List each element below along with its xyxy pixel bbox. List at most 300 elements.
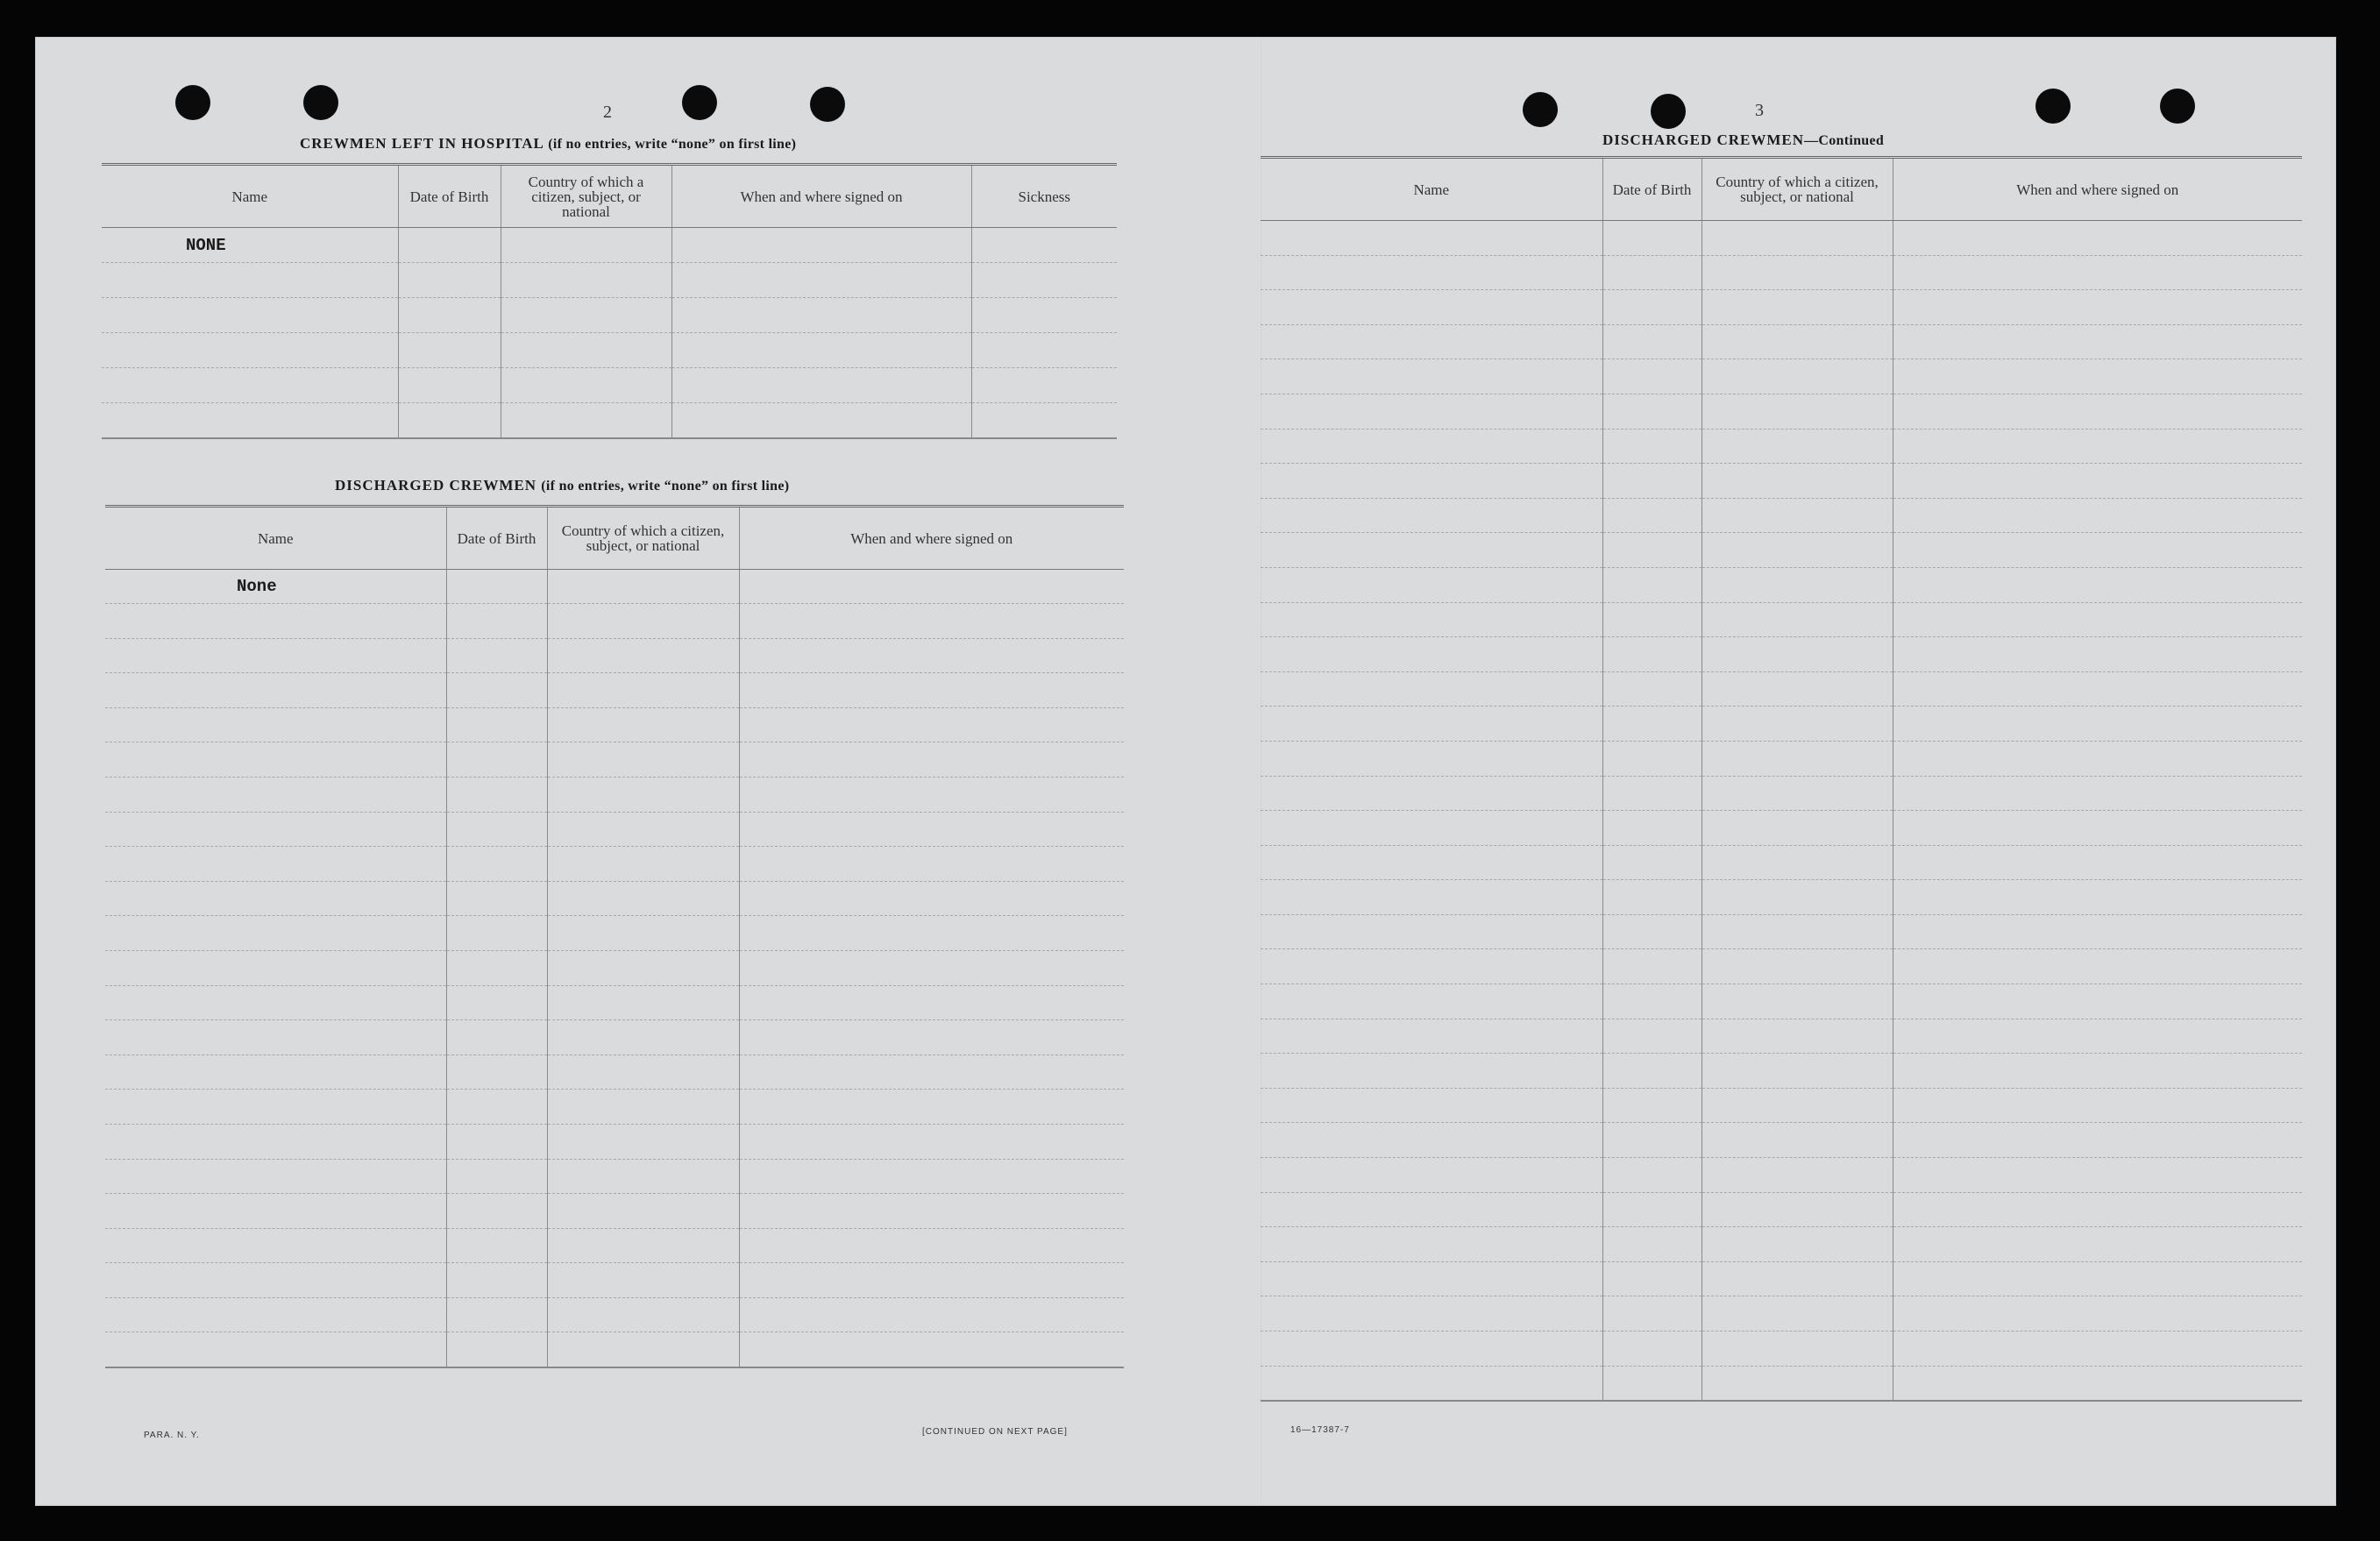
signed-on-cell[interactable] [739, 1263, 1124, 1298]
punch-hole [2035, 89, 2071, 124]
signed-on-cell[interactable] [739, 1194, 1124, 1229]
signed-on-cell[interactable] [1893, 741, 2302, 776]
country-cell[interactable] [1702, 290, 1893, 325]
signed-on-cell[interactable] [1893, 1227, 2302, 1262]
signed-on-cell[interactable] [1893, 255, 2302, 290]
header-sickness: Sickness [971, 165, 1117, 228]
dob-cell[interactable] [398, 333, 501, 368]
signed-on-cell[interactable] [739, 916, 1124, 951]
printer-mark: PARA. N. Y. [144, 1431, 200, 1440]
country-cell[interactable] [1702, 880, 1893, 915]
dob-cell[interactable] [1602, 880, 1702, 915]
country-cell[interactable] [547, 1263, 739, 1298]
country-cell[interactable] [547, 847, 739, 882]
country-cell[interactable] [1702, 1366, 1893, 1401]
table-row [102, 333, 1117, 368]
name-cell[interactable] [1261, 949, 1602, 984]
name-cell[interactable] [1261, 464, 1602, 499]
signed-on-cell[interactable] [739, 742, 1124, 778]
signed-on-cell[interactable] [739, 1055, 1124, 1090]
dob-cell[interactable] [446, 673, 547, 708]
country-cell[interactable] [1702, 429, 1893, 464]
dob-cell[interactable] [446, 916, 547, 951]
name-cell[interactable] [105, 985, 446, 1020]
country-cell[interactable] [547, 1194, 739, 1229]
country-cell[interactable] [501, 333, 671, 368]
table-row [1261, 1054, 2302, 1089]
table-row [105, 1090, 1124, 1125]
country-cell[interactable] [1702, 1019, 1893, 1054]
dob-cell[interactable] [446, 1124, 547, 1159]
dob-cell[interactable] [1602, 637, 1702, 672]
name-cell[interactable] [1261, 880, 1602, 915]
signed-on-cell[interactable] [671, 333, 971, 368]
name-cell[interactable] [105, 1124, 446, 1159]
signed-on-cell[interactable] [1893, 464, 2302, 499]
name-cell[interactable] [1261, 1088, 1602, 1123]
signed-on-cell[interactable] [1893, 776, 2302, 811]
dob-cell[interactable] [1602, 811, 1702, 846]
dob-cell[interactable] [1602, 914, 1702, 949]
signed-on-cell[interactable] [671, 403, 971, 438]
name-cell[interactable] [105, 1332, 446, 1367]
dob-cell[interactable] [446, 1297, 547, 1332]
dob-cell[interactable] [1602, 707, 1702, 742]
name-cell[interactable] [105, 1159, 446, 1194]
dob-cell[interactable] [1602, 1366, 1702, 1401]
name-cell[interactable] [1261, 1332, 1602, 1367]
signed-on-cell[interactable] [671, 263, 971, 298]
name-cell[interactable] [1261, 602, 1602, 637]
country-cell[interactable] [501, 368, 671, 403]
dob-cell[interactable] [446, 707, 547, 742]
signed-on-cell[interactable] [739, 707, 1124, 742]
dob-cell[interactable] [446, 1263, 547, 1298]
dob-cell[interactable] [398, 298, 501, 333]
signed-on-cell[interactable] [739, 1020, 1124, 1055]
signed-on-cell[interactable] [739, 1090, 1124, 1125]
signed-on-cell[interactable] [1893, 221, 2302, 256]
dob-cell[interactable] [1602, 741, 1702, 776]
signed-on-cell[interactable] [1893, 1088, 2302, 1123]
signed-on-cell[interactable] [1893, 602, 2302, 637]
signed-on-cell[interactable] [739, 673, 1124, 708]
signed-on-cell[interactable] [1893, 1158, 2302, 1193]
dob-cell[interactable] [1602, 602, 1702, 637]
dob-cell[interactable] [398, 368, 501, 403]
table-row [105, 673, 1124, 708]
table-row [1261, 324, 2302, 359]
table-row [1261, 394, 2302, 429]
name-cell[interactable] [102, 263, 398, 298]
table-row [1261, 845, 2302, 880]
dob-cell[interactable] [1602, 1019, 1702, 1054]
country-cell[interactable] [1702, 1123, 1893, 1158]
dob-cell[interactable] [446, 1159, 547, 1194]
signed-on-cell[interactable] [671, 228, 971, 263]
name-cell[interactable] [1261, 1227, 1602, 1262]
country-cell[interactable] [1702, 464, 1893, 499]
table-row [102, 298, 1117, 333]
name-cell[interactable] [1261, 1261, 1602, 1296]
country-cell[interactable] [547, 1055, 739, 1090]
name-cell[interactable] [1261, 811, 1602, 846]
dob-cell[interactable] [1602, 1296, 1702, 1332]
name-cell[interactable] [105, 1263, 446, 1298]
form-number: 16—17387-7 [1290, 1425, 1350, 1435]
name-cell[interactable] [105, 1194, 446, 1229]
country-cell[interactable] [547, 812, 739, 847]
country-cell[interactable] [1702, 1296, 1893, 1332]
country-cell[interactable] [547, 673, 739, 708]
name-cell[interactable] [105, 742, 446, 778]
signed-on-cell[interactable] [1893, 1261, 2302, 1296]
dob-cell[interactable] [446, 570, 547, 604]
country-cell[interactable] [1702, 1088, 1893, 1123]
header-country: Country of which a citizen, subject, or national [501, 165, 671, 228]
signed-on-cell[interactable] [1893, 394, 2302, 429]
signed-on-cell[interactable] [1893, 1192, 2302, 1227]
country-cell[interactable] [547, 1124, 739, 1159]
signed-on-cell[interactable] [1893, 845, 2302, 880]
country-cell[interactable] [547, 638, 739, 673]
name-cell[interactable] [1261, 255, 1602, 290]
name-cell[interactable] [1261, 914, 1602, 949]
discharged-continued-title: DISCHARGED CREWMEN—Continued [1602, 131, 1885, 148]
signed-on-cell[interactable] [1893, 1296, 2302, 1332]
country-cell[interactable] [1702, 811, 1893, 846]
signed-on-cell[interactable] [1893, 707, 2302, 742]
country-cell[interactable] [547, 777, 739, 812]
name-cell[interactable] [105, 1297, 446, 1332]
country-cell[interactable] [1702, 1158, 1893, 1193]
country-cell[interactable] [547, 1090, 739, 1125]
dob-cell[interactable] [446, 812, 547, 847]
signed-on-cell[interactable] [739, 1159, 1124, 1194]
dob-cell[interactable] [446, 847, 547, 882]
country-cell[interactable] [547, 742, 739, 778]
dob-cell[interactable] [1602, 1261, 1702, 1296]
country-cell[interactable] [1702, 637, 1893, 672]
dob-cell[interactable] [398, 228, 501, 263]
table-row [105, 1159, 1124, 1194]
signed-on-cell[interactable] [1893, 880, 2302, 915]
signed-on-cell[interactable] [739, 950, 1124, 985]
dob-cell[interactable] [446, 1055, 547, 1090]
country-cell[interactable] [1702, 567, 1893, 602]
signed-on-cell[interactable] [739, 1124, 1124, 1159]
signed-on-cell[interactable] [1893, 949, 2302, 984]
dob-cell[interactable] [1602, 949, 1702, 984]
table-row [105, 1263, 1124, 1298]
dob-cell[interactable] [1602, 776, 1702, 811]
country-cell[interactable] [1702, 1332, 1893, 1367]
dob-cell[interactable] [1602, 845, 1702, 880]
table-row [105, 881, 1124, 916]
name-cell[interactable] [105, 916, 446, 951]
name-cell[interactable] [1261, 290, 1602, 325]
country-cell[interactable] [1702, 949, 1893, 984]
dob-cell[interactable] [1602, 1332, 1702, 1367]
name-cell[interactable] [1261, 1158, 1602, 1193]
name-cell[interactable] [1261, 741, 1602, 776]
dob-cell[interactable] [446, 1194, 547, 1229]
signed-on-cell[interactable] [1893, 671, 2302, 707]
sickness-cell[interactable] [971, 368, 1117, 403]
header-country: Country of which a citizen, subject, or national [547, 507, 739, 570]
dob-cell[interactable] [398, 263, 501, 298]
name-cell[interactable] [1261, 984, 1602, 1019]
name-cell[interactable] [1261, 671, 1602, 707]
name-cell[interactable] [105, 673, 446, 708]
signed-on-cell[interactable] [671, 368, 971, 403]
sickness-cell[interactable] [971, 263, 1117, 298]
name-cell[interactable] [105, 1055, 446, 1090]
dob-cell[interactable] [446, 1332, 547, 1367]
dob-cell[interactable] [1602, 1158, 1702, 1193]
country-cell[interactable] [1702, 707, 1893, 742]
signed-on-cell[interactable] [739, 1332, 1124, 1367]
signed-on-cell[interactable] [739, 777, 1124, 812]
discharged-continued-table [1261, 156, 2302, 1402]
dob-cell[interactable] [1602, 324, 1702, 359]
name-cell[interactable] [1261, 707, 1602, 742]
country-cell[interactable] [501, 263, 671, 298]
dob-cell[interactable] [1602, 1192, 1702, 1227]
name-cell[interactable] [1261, 1366, 1602, 1401]
name-cell[interactable] [105, 881, 446, 916]
dob-cell[interactable] [446, 950, 547, 985]
sickness-cell[interactable] [971, 298, 1117, 333]
dob-cell[interactable] [1602, 255, 1702, 290]
country-cell[interactable] [547, 707, 739, 742]
signed-on-cell[interactable] [739, 570, 1124, 604]
country-cell[interactable] [501, 403, 671, 438]
country-cell[interactable] [547, 604, 739, 639]
signed-on-cell[interactable] [1893, 1123, 2302, 1158]
signed-on-cell[interactable] [739, 604, 1124, 639]
name-cell[interactable] [105, 777, 446, 812]
country-cell[interactable] [547, 1159, 739, 1194]
name-cell[interactable] [1261, 776, 1602, 811]
signed-on-cell[interactable] [671, 298, 971, 333]
name-cell[interactable] [105, 847, 446, 882]
country-cell[interactable] [547, 1228, 739, 1263]
table-row [1261, 1019, 2302, 1054]
dob-cell[interactable] [1602, 221, 1702, 256]
country-cell[interactable] [1702, 776, 1893, 811]
signed-on-cell[interactable] [1893, 324, 2302, 359]
dob-cell[interactable] [1602, 671, 1702, 707]
dob-cell[interactable] [446, 985, 547, 1020]
table-row [105, 916, 1124, 951]
name-cell[interactable] [105, 1228, 446, 1263]
dob-cell[interactable] [1602, 498, 1702, 533]
signed-on-cell[interactable] [1893, 914, 2302, 949]
country-cell[interactable] [1702, 1054, 1893, 1089]
dob-cell[interactable] [1602, 394, 1702, 429]
table-row [1261, 1158, 2302, 1193]
sickness-cell[interactable] [971, 403, 1117, 438]
name-cell[interactable] [1261, 533, 1602, 568]
country-cell[interactable] [1702, 1227, 1893, 1262]
country-cell[interactable] [1702, 671, 1893, 707]
country-cell[interactable] [547, 985, 739, 1020]
country-cell[interactable] [547, 1020, 739, 1055]
country-cell[interactable] [547, 1332, 739, 1367]
sickness-cell[interactable] [971, 333, 1117, 368]
dob-cell[interactable] [1602, 984, 1702, 1019]
signed-on-cell[interactable] [1893, 359, 2302, 394]
name-cell[interactable] [1261, 845, 1602, 880]
dob-cell[interactable] [446, 1020, 547, 1055]
signed-on-cell[interactable] [739, 847, 1124, 882]
name-cell[interactable] [105, 604, 446, 639]
country-cell[interactable] [547, 950, 739, 985]
country-cell[interactable] [1702, 914, 1893, 949]
name-cell[interactable] [1261, 1296, 1602, 1332]
signed-on-cell[interactable] [739, 1228, 1124, 1263]
name-cell[interactable] [105, 1020, 446, 1055]
sickness-cell[interactable] [971, 228, 1117, 263]
name-cell[interactable] [102, 298, 398, 333]
dob-cell[interactable] [446, 604, 547, 639]
country-cell[interactable] [1702, 602, 1893, 637]
dob-cell[interactable] [1602, 290, 1702, 325]
table-row [105, 707, 1124, 742]
signed-on-cell[interactable] [1893, 1019, 2302, 1054]
dob-cell[interactable] [1602, 533, 1702, 568]
dob-cell[interactable] [1602, 1054, 1702, 1089]
name-cell[interactable] [1261, 221, 1602, 256]
country-cell[interactable] [1702, 359, 1893, 394]
country-cell[interactable] [501, 228, 671, 263]
country-cell[interactable] [501, 298, 671, 333]
name-cell[interactable] [1261, 498, 1602, 533]
signed-on-cell[interactable] [1893, 1332, 2302, 1367]
signed-on-cell[interactable] [1893, 533, 2302, 568]
signed-on-cell[interactable] [1893, 290, 2302, 325]
dob-cell[interactable] [1602, 567, 1702, 602]
signed-on-cell[interactable] [1893, 429, 2302, 464]
dob-cell[interactable] [446, 742, 547, 778]
table-row [105, 1228, 1124, 1263]
country-cell[interactable] [1702, 255, 1893, 290]
name-cell[interactable] [105, 570, 446, 604]
dob-cell[interactable] [1602, 359, 1702, 394]
table-row [1261, 741, 2302, 776]
country-cell[interactable] [1702, 845, 1893, 880]
header-date-of-birth: Date of Birth [1602, 158, 1702, 221]
dob-cell[interactable] [1602, 464, 1702, 499]
table-row [1261, 1088, 2302, 1123]
header-name: Name [102, 165, 398, 228]
country-cell[interactable] [1702, 984, 1893, 1019]
signed-on-cell[interactable] [739, 881, 1124, 916]
signed-on-cell[interactable] [1893, 1054, 2302, 1089]
name-cell[interactable] [1261, 567, 1602, 602]
dob-cell[interactable] [1602, 1088, 1702, 1123]
dob-cell[interactable] [1602, 429, 1702, 464]
dob-cell[interactable] [446, 638, 547, 673]
form-sheet [35, 37, 2336, 1506]
name-cell[interactable] [1261, 324, 1602, 359]
country-cell[interactable] [547, 916, 739, 951]
dob-cell[interactable] [446, 881, 547, 916]
name-cell[interactable] [102, 368, 398, 403]
signed-on-cell[interactable] [739, 638, 1124, 673]
name-cell[interactable] [105, 950, 446, 985]
name-cell[interactable] [1261, 637, 1602, 672]
signed-on-cell[interactable] [1893, 498, 2302, 533]
country-cell[interactable] [1702, 324, 1893, 359]
country-cell[interactable] [1702, 533, 1893, 568]
name-cell[interactable] [1261, 429, 1602, 464]
country-cell[interactable] [1702, 1192, 1893, 1227]
name-cell[interactable] [102, 333, 398, 368]
country-cell[interactable] [547, 881, 739, 916]
country-cell[interactable] [1702, 1261, 1893, 1296]
header-date-of-birth: Date of Birth [398, 165, 501, 228]
name-cell[interactable] [102, 228, 398, 263]
dob-cell[interactable] [446, 777, 547, 812]
table-row [105, 1297, 1124, 1332]
name-cell[interactable] [1261, 394, 1602, 429]
name-cell[interactable] [105, 707, 446, 742]
country-cell[interactable] [547, 1297, 739, 1332]
name-cell[interactable] [1261, 1123, 1602, 1158]
table-row [105, 604, 1124, 639]
table-row [105, 985, 1124, 1020]
country-cell[interactable] [1702, 394, 1893, 429]
signed-on-cell[interactable] [739, 812, 1124, 847]
dob-cell[interactable] [1602, 1123, 1702, 1158]
name-cell[interactable] [105, 1090, 446, 1125]
signed-on-cell[interactable] [1893, 567, 2302, 602]
header-name: Name [105, 507, 446, 570]
hospital-section-title: CREWMEN LEFT IN HOSPITAL (if no entries, write “none” on first line) [300, 135, 797, 152]
signed-on-cell[interactable] [1893, 1366, 2302, 1401]
name-cell[interactable] [105, 638, 446, 673]
country-cell[interactable] [1702, 741, 1893, 776]
signed-on-cell[interactable] [1893, 637, 2302, 672]
country-cell[interactable] [547, 570, 739, 604]
name-cell[interactable] [1261, 1019, 1602, 1054]
dob-cell[interactable] [398, 403, 501, 438]
signed-on-cell[interactable] [1893, 984, 2302, 1019]
name-cell[interactable] [105, 812, 446, 847]
table-row [1261, 949, 2302, 984]
dob-cell[interactable] [446, 1228, 547, 1263]
country-cell[interactable] [1702, 221, 1893, 256]
signed-on-cell[interactable] [739, 1297, 1124, 1332]
table-row [105, 777, 1124, 812]
signed-on-cell[interactable] [739, 985, 1124, 1020]
name-cell[interactable] [1261, 1054, 1602, 1089]
country-cell[interactable] [1702, 498, 1893, 533]
header-date-of-birth: Date of Birth [446, 507, 547, 570]
dob-cell[interactable] [1602, 1227, 1702, 1262]
name-cell[interactable] [1261, 1192, 1602, 1227]
table-row [105, 1055, 1124, 1090]
name-cell[interactable] [1261, 359, 1602, 394]
header-signed-on: When and where signed on [1893, 158, 2302, 221]
dob-cell[interactable] [446, 1090, 547, 1125]
table-row [1261, 602, 2302, 637]
name-cell[interactable] [102, 403, 398, 438]
table-row [105, 950, 1124, 985]
signed-on-cell[interactable] [1893, 811, 2302, 846]
